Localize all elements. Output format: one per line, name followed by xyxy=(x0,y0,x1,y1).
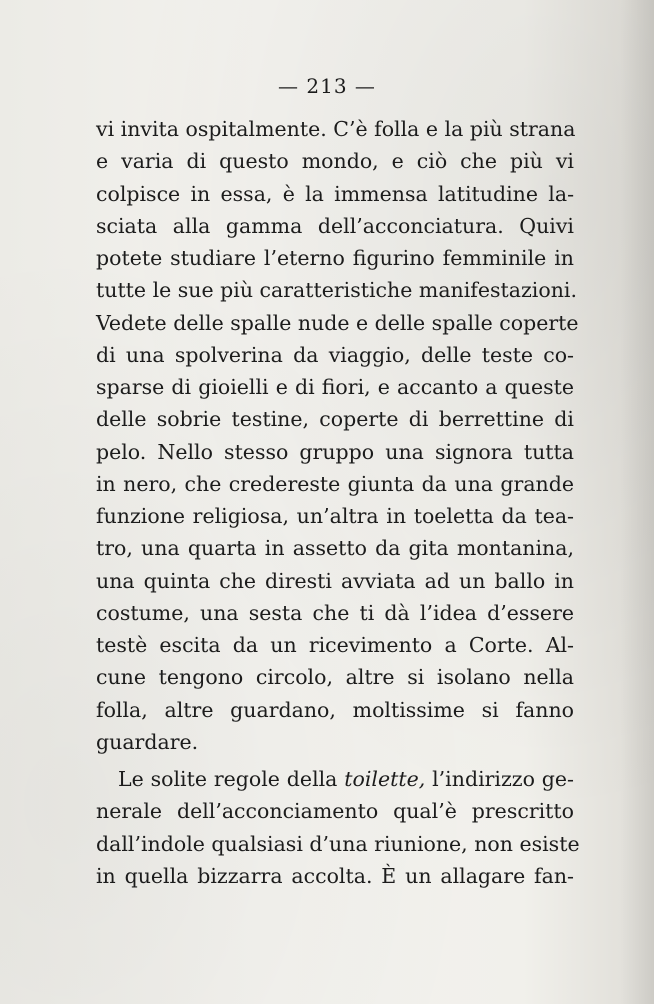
text-line: dall’indole qualsiasi d’una riunione, non esiste xyxy=(96,831,580,856)
text-line: una quinta che diresti avviata ad un ballo in xyxy=(96,568,574,593)
text-line: guardare. xyxy=(96,729,199,754)
text-fragment: Le solite regole della xyxy=(118,767,345,791)
paragraph-2 xyxy=(96,763,580,892)
text-line: tutte le sue più caratteristiche manifestazioni. xyxy=(96,278,577,303)
text-line: in quella bizzarra accolta. È un allagare fan- xyxy=(96,863,574,888)
text-line: delle sobrie testine, coperte di berrettine di xyxy=(96,407,574,432)
text-line: in nero, che credereste giunta da una grande xyxy=(96,471,574,496)
text-line: e varia di questo mondo, e ciò che più vi xyxy=(96,149,574,174)
page-number: — 213 — xyxy=(278,74,376,98)
body-text xyxy=(96,113,580,892)
italic-word: toilette, xyxy=(344,767,426,791)
text-line: colpisce in essa, è la immensa latitudine la- xyxy=(96,181,574,206)
text-fragment: l’indirizzo ge- xyxy=(425,767,574,791)
text-line: vi invita ospitalmente. C’è folla e la più strana xyxy=(96,117,576,141)
page-edge-shadow xyxy=(620,0,654,1004)
text-line: Vedete delle spalle nude e delle spalle coperte xyxy=(96,310,579,335)
text-line: potete studiare l’eterno figurino femminile in xyxy=(96,246,574,270)
text-line: tro, una quarta in assetto da gita montanina, xyxy=(96,536,574,561)
text-line: costume, una sesta che ti dà l’idea d’essere xyxy=(96,600,574,625)
text-line: folla, altre guardano, moltissime si fanno xyxy=(96,697,574,722)
text-line: di una spolverina da viaggio, delle teste co- xyxy=(96,342,574,367)
text-line: testè escita da un ricevimento a Corte. Al- xyxy=(96,633,574,657)
text-line: nerale dell’acconciamento qual’è prescritto xyxy=(96,799,574,824)
text-line: sciata alla gamma dell’acconciatura. Quivi xyxy=(96,213,574,238)
text-line: pelo. Nello stesso gruppo una signora tutta xyxy=(96,439,574,464)
text-line xyxy=(96,763,574,795)
text-line: cune tengono circolo, altre si isolano nella xyxy=(96,665,574,690)
text-line: funzione religiosa, un’altra in toeletta da tea- xyxy=(96,504,574,528)
text-line: sparse di gioielli e di fiori, e accanto a queste xyxy=(96,375,574,399)
paragraph-1 xyxy=(96,113,579,758)
